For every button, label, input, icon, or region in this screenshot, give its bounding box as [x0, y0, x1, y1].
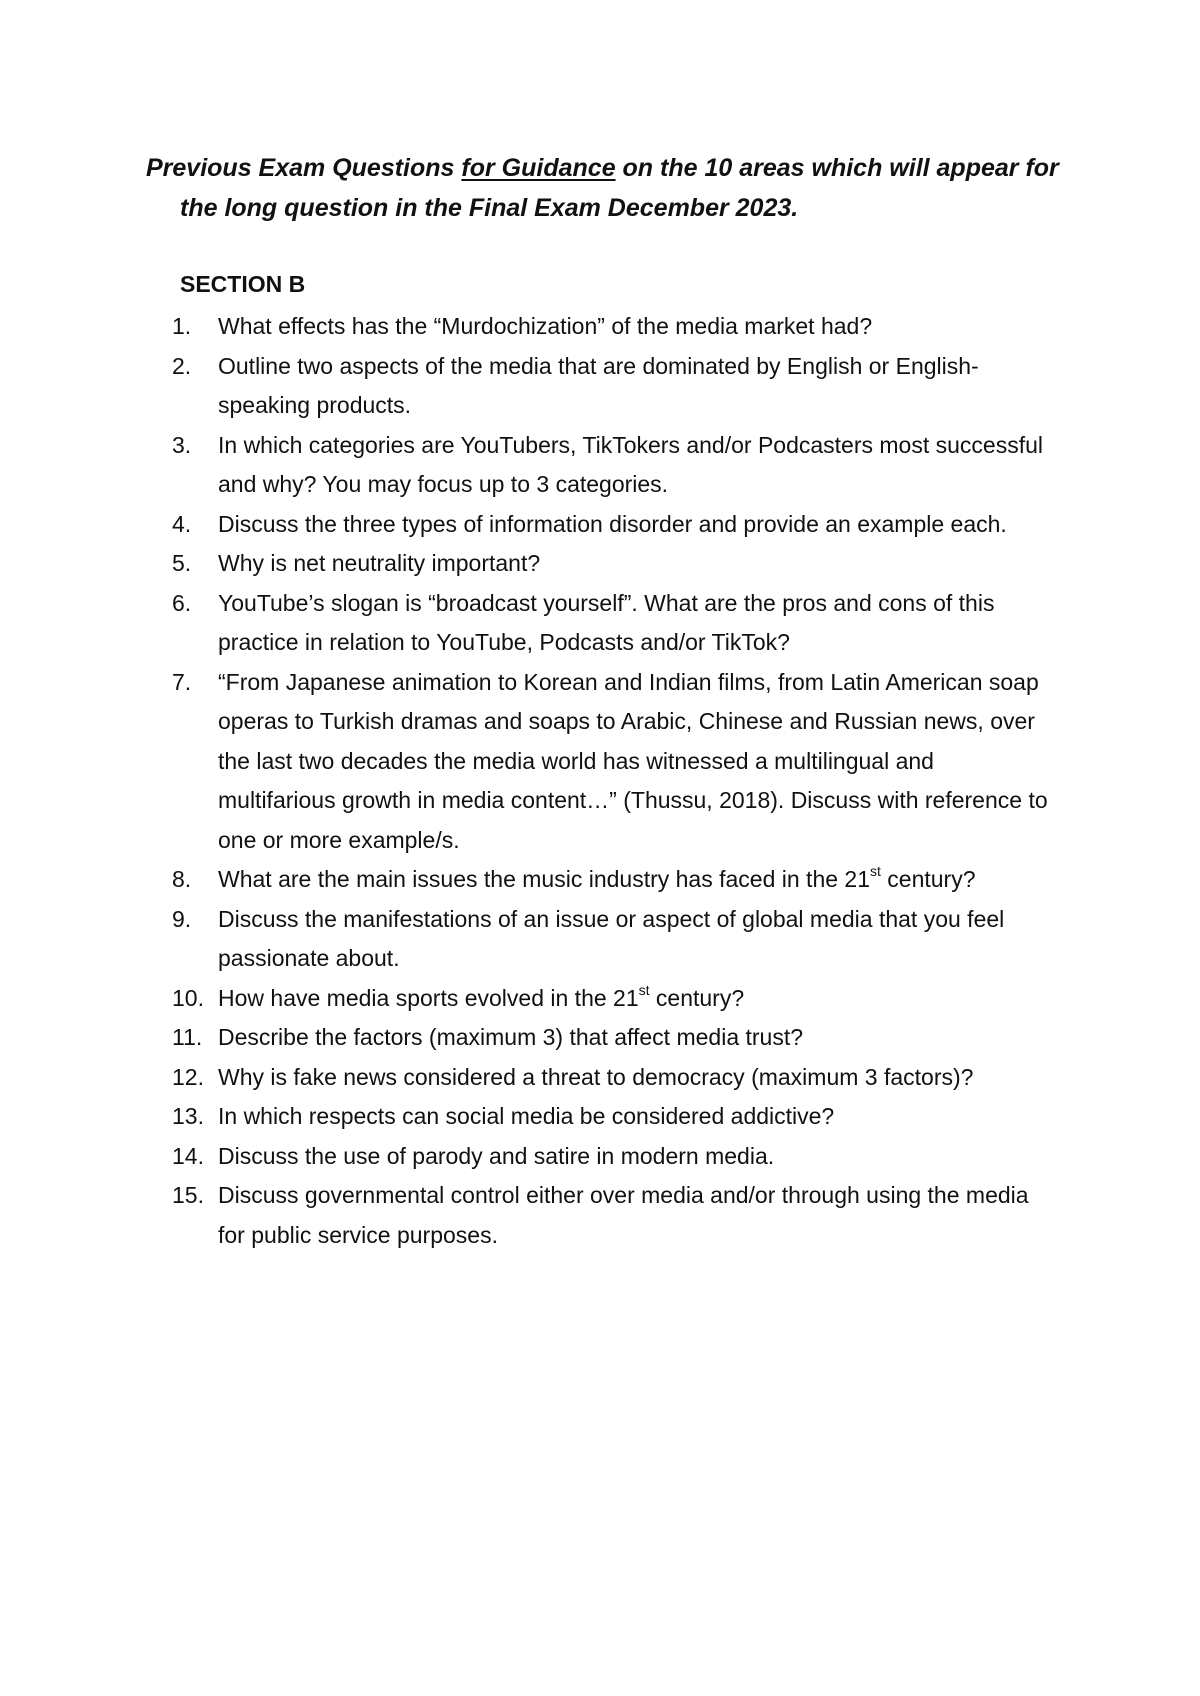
question-text: “From Japanese animation to Korean and Indian films, from Latin American soap operas to Turkish dramas and soaps to Arabic, Chinese and Russian news, over the last two decades the media world has witnessed a multilingual and multifarious growth in media content…” (Thussu, 2018). Discuss with reference to one or more example/s.: [218, 668, 1048, 853]
question-text: Discuss the three types of information disorder and provide an example each.: [218, 510, 1007, 537]
question-item: [172, 505, 1052, 545]
question-text: [218, 863, 976, 892]
question-number: 13.: [172, 1103, 204, 1129]
question-number: 1.: [172, 313, 192, 339]
question-number: 8.: [172, 866, 192, 892]
question-item: [172, 979, 1052, 1019]
question-number: 6.: [172, 589, 192, 616]
section-title: SECTION B: [180, 271, 306, 297]
question-item: [172, 426, 1052, 505]
question-text-before: How have media sports evolved in the 21: [218, 984, 639, 1011]
question-item: [172, 900, 1052, 979]
question-item: [172, 1058, 1052, 1098]
question-number: 15.: [172, 1182, 204, 1208]
ordinal-suffix: st: [638, 981, 650, 998]
question-text: Why is net neutrality important?: [218, 550, 541, 576]
question-text: YouTube’s slogan is “broadcast yourself”. What are the pros and cons of this practice in relation to YouTube, Podcasts and/or TikTok?: [218, 589, 995, 655]
question-number: 10.: [172, 984, 204, 1011]
question-text: Describe the factors (maximum 3) that affect media trust?: [218, 1024, 804, 1050]
question-item: [172, 307, 1052, 347]
heading-underlined-text: for Guidance: [461, 154, 616, 182]
question-text: In which respects can social media be considered addictive?: [218, 1103, 835, 1129]
question-item: [172, 584, 1052, 663]
question-text-before: What are the main issues the music industry has faced in the 21: [218, 866, 870, 892]
question-item: [172, 1176, 1052, 1255]
question-number: 3.: [172, 431, 192, 458]
question-number: 14.: [172, 1142, 204, 1169]
question-text: Discuss the use of parody and satire in modern media.: [218, 1142, 775, 1169]
question-text-after: century?: [649, 984, 745, 1011]
question-list: [172, 307, 1052, 1255]
question-text: [218, 981, 745, 1011]
heading-part-1: Previous Exam Questions: [146, 154, 462, 182]
question-item: [172, 663, 1052, 861]
heading-part-2: on the 10 areas which will appear for the long question in the Final Exam December 2023.: [180, 154, 1059, 222]
question-item: [172, 1018, 1052, 1058]
document-heading: [146, 148, 1100, 228]
question-text: Outline two aspects of the media that are dominated by English or English-speaking products.: [218, 352, 979, 418]
question-number: 2.: [172, 352, 192, 379]
ordinal-suffix: st: [870, 863, 881, 880]
question-text: In which categories are YouTubers, TikTokers and/or Podcasters most successful and why? You may focus up to 3 categories.: [218, 431, 1043, 497]
question-text: Why is fake news considered a threat to democracy (maximum 3 factors)?: [218, 1063, 974, 1090]
question-item: [172, 860, 1052, 900]
question-item: [172, 1137, 1052, 1177]
question-text: Discuss the manifestations of an issue or aspect of global media that you feel passionate about.: [218, 905, 1005, 971]
question-text: Discuss governmental control either over media and/or through using the media for public service purposes.: [218, 1182, 1029, 1248]
question-text: What effects has the “Murdochization” of the media market had?: [218, 313, 873, 339]
question-number: 11.: [172, 1024, 203, 1050]
question-number: 5.: [172, 550, 192, 576]
question-item: [172, 544, 1052, 584]
question-text-after: century?: [880, 866, 976, 892]
question-number: 4.: [172, 510, 192, 537]
question-item: [172, 347, 1052, 426]
question-number: 9.: [172, 905, 192, 932]
question-item: [172, 1097, 1052, 1137]
question-number: 7.: [172, 668, 192, 695]
question-number: 12.: [172, 1063, 204, 1090]
